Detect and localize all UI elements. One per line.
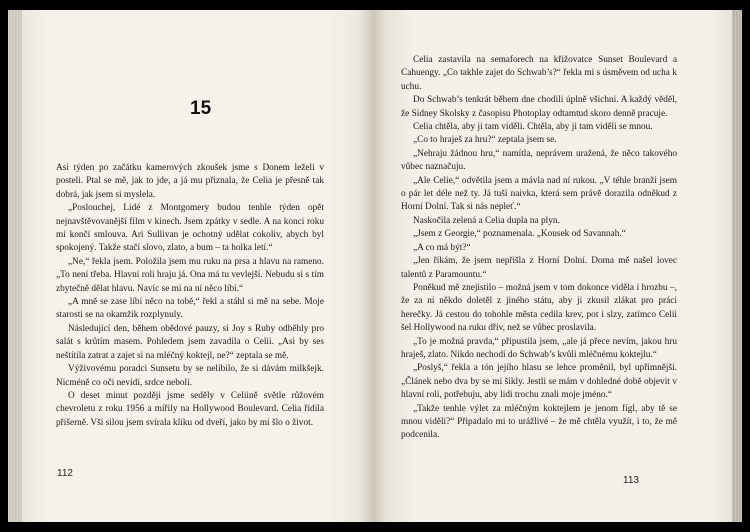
- paragraph: Poněkud mě znejistilo – možná jsem v tom dokonce viděla i hrozbu –, že za ní někdo doletěl z jiného státu, aby ji zkusil zlákat pro práci herečky. Já cestou do tohohle města cedila krev, pot i slzy, zatímco Celii šel Hollywood na ruku dřív, než se vůbec proslavila.: [401, 282, 677, 334]
- right-page-text: [401, 54, 677, 443]
- page-edges-right: [732, 10, 742, 522]
- paragraph: „Jen říkám, že jsem nepřišla z Horní Dolní. Doma mě našel lovec talentů z Paramountu.“: [401, 256, 677, 280]
- left-page: [8, 10, 373, 522]
- paragraph: „To je možná pravda,“ připustila jsem, „ale já přece nevím, jakou hru hraješ, zlato. Nikdo nechodí do Schwab’s kvůli mléčnému koktejlu.“: [401, 336, 677, 360]
- paragraph: „Poslyš,“ řekla a tón jejího hlasu se lehce proměnil, byl upřímnější. „Článek nebo dva by se mi šikly. Jestli se mám v dohledné době objevit v hlavní roli, potřebuju, aby lidi trochu znali moje jméno.“: [401, 363, 677, 401]
- page-number-right: 113: [623, 475, 639, 486]
- page-edges-left: [8, 10, 22, 522]
- paragraph: Asi týden po začátku kamerových zkoušek jsme s Donem leželi v posteli. Ptal se mě, jak to jde, a já mu přiznala, že Celia je přesně tak dobrá, jak jsem si myslela.: [56, 163, 324, 200]
- paragraph: „Takže tenhle výlet za mléčným koktejlem je jenom fígl, aby tě se mnou viděli?“ Připadalo mi to urážlivé – že mě chtěla využít, i to, že mě podcenila.: [401, 403, 677, 441]
- paragraph: „Ne,“ řekla jsem. Položila jsem mu ruku na prsa a hlavu na rameno. „To není třeba. Hlavní roli hraju já. Ona má tu vevlejší. Nebudu si s tím zbytečně dělat hlavu. Navíc se mi na ní něco líbí.“: [56, 256, 324, 294]
- left-page-text: [56, 162, 324, 430]
- paragraph: „Ale Celie,“ odvětila jsem a mávla nad ní rukou. „V téhle branži jsem o pár let déle než ty. Já tuší naivka, která sem právě dorazila odněkud z Horní Dolní. Tak si nás nepleť.“: [401, 175, 677, 213]
- paragraph: „A co má být?“: [413, 242, 471, 253]
- paragraph: „Nehraju žádnou hru,“ namítla, neprávem uražená, že něco takového vůbec naznačuju.: [401, 148, 677, 173]
- paragraph: „Jsem z Georgie,“ poznamenala. „Kousek od Savannah.“: [413, 229, 626, 240]
- paragraph: O deset minut později jsme seděly v Celiině světle růžovém chevroletu z roku 1956 a mířily na Hollywood Boulevard. Celia řídila příšerně. Vší silou jsem svírala kliku od dveří, jako by mi šlo o život.: [56, 390, 324, 428]
- paragraph: „Co to hraješ za hru?“ zeptala jsem se.: [413, 135, 557, 146]
- paragraph: Celia zastavila na semaforech na křižovatce Sunset Boulevard a Cahuengy. „Co takhle zajet do Schwab’s?“ řekla mi s úsměvem od ucha k uchu.: [401, 55, 677, 92]
- paragraph: Následující den, během obědové pauzy, si Joy s Ruby odběhly pro salát s krůtím masem. Pohledem jsem zavadila o Celii. „Asi by ses neštítila zatrat a zajet si na mléčný koktejl, ne?“ zeptala se mě.: [56, 323, 324, 361]
- paragraph: Výživovému poradci Sunsetu by se nelíbilo, že si dávám milkšejk. Nicméně co oči nevidí, srdce nebolí.: [56, 364, 324, 388]
- paragraph: „Poslouchej, Lidé z Montgomery budou tenhle týden opět nejnavštěvovanější film v kinech. Jsem zpátky v sedle. A na konci roku mi končí smlouva. Ari Sullivan je ochotný udělat cokoliv, abych byl spokojený. Takže stačí slovo, zlato, a bum – ta holka letí.“: [56, 203, 324, 254]
- paragraph: Naskočila zelená a Celia dupla na plyn.: [413, 215, 560, 226]
- paragraph: Do Schwab’s tenkrát během dne chodili úplně všichni. A každý věděl, že Sidney Skolsky z časopisu Photoplay odtamtud skoro denně pracuje.: [401, 95, 677, 119]
- paragraph: Celia chtěla, aby ji tam viděli. Chtěla, aby ji tam viděli se mnou.: [413, 122, 653, 133]
- right-page: [373, 10, 742, 522]
- chapter-number: 15: [190, 98, 212, 119]
- page-number-left: 112: [57, 468, 73, 479]
- book-spread: [8, 10, 742, 522]
- paragraph: „A mně se zase líbí něco na tobě,“ řekl a stáhl si mě na sebe. Moje starosti se na okamžik rozplynuly.: [56, 297, 324, 321]
